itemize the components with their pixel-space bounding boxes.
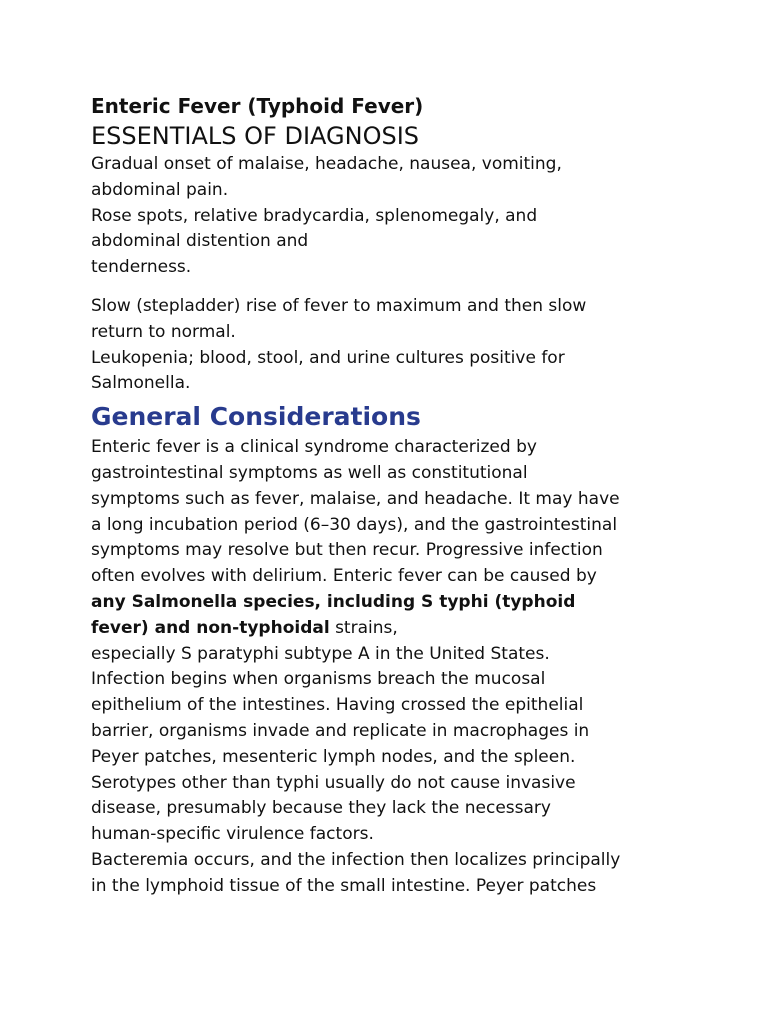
text-line: a long incubation period (6–30 days), and the gastrointestinal [91, 514, 618, 535]
bold-text-fragment: fever) and non-typhoidal [91, 617, 330, 638]
text-line: return to normal. [91, 321, 236, 342]
document-title: Enteric Fever (Typhoid Fever) [91, 94, 424, 118]
text-line: Rose spots, relative bradycardia, splenomegaly, and [91, 205, 538, 226]
essentials-paragraph-2 [91, 294, 691, 397]
text-line: Serotypes other than typhi usually do not cause invasive [91, 772, 576, 793]
text-line: barrier, organisms invade and replicate in macrophages in [91, 720, 590, 741]
bold-text-line: any Salmonella species, including S typhi (typhoid [91, 591, 576, 612]
essentials-paragraph-1 [91, 152, 691, 281]
text-line: Slow (stepladder) rise of fever to maximum and then slow [91, 295, 587, 316]
mixed-text-line [91, 616, 691, 642]
text-line: abdominal distention and [91, 231, 309, 252]
paragraph-gap [91, 281, 691, 294]
text-line: Salmonella. [91, 373, 191, 394]
text-fragment: strains, [329, 617, 398, 638]
text-line: Gradual onset of malaise, headache, nausea, vomiting, [91, 154, 562, 174]
text-line: especially S paratyphi subtype A in the United States. [91, 643, 550, 664]
text-line: tenderness. [91, 257, 192, 278]
text-line: disease, presumably because they lack the necessary [91, 798, 551, 819]
text-line: gastrointestinal symptoms as well as constitutional [91, 462, 528, 483]
text-line: often evolves with delirium. Enteric fever can be caused by [91, 566, 597, 587]
text-line: Infection begins when organisms breach the mucosal [91, 669, 546, 690]
text-line: in the lymphoid tissue of the small intestine. Peyer patches [91, 875, 597, 896]
document-content [91, 92, 691, 900]
section-heading-general-considerations: General Considerations [91, 402, 421, 432]
general-considerations-body [91, 435, 691, 899]
text-line: epithelium of the intestines. Having crossed the epithelial [91, 695, 584, 716]
essentials-heading: ESSENTIALS OF DIAGNOSIS [91, 122, 420, 150]
text-line: human-specific virulence factors. [91, 824, 374, 845]
text-line: Enteric fever is a clinical syndrome characterized by [91, 437, 537, 458]
text-line: abdominal pain. [91, 179, 229, 200]
text-line: Bacteremia occurs, and the infection then localizes principally [91, 849, 621, 870]
text-line: symptoms such as fever, malaise, and headache. It may have [91, 488, 620, 509]
text-line: Leukopenia; blood, stool, and urine cultures positive for [91, 347, 565, 368]
text-line: Peyer patches, mesenteric lymph nodes, and the spleen. [91, 746, 576, 767]
text-line: symptoms may resolve but then recur. Progressive infection [91, 540, 603, 561]
